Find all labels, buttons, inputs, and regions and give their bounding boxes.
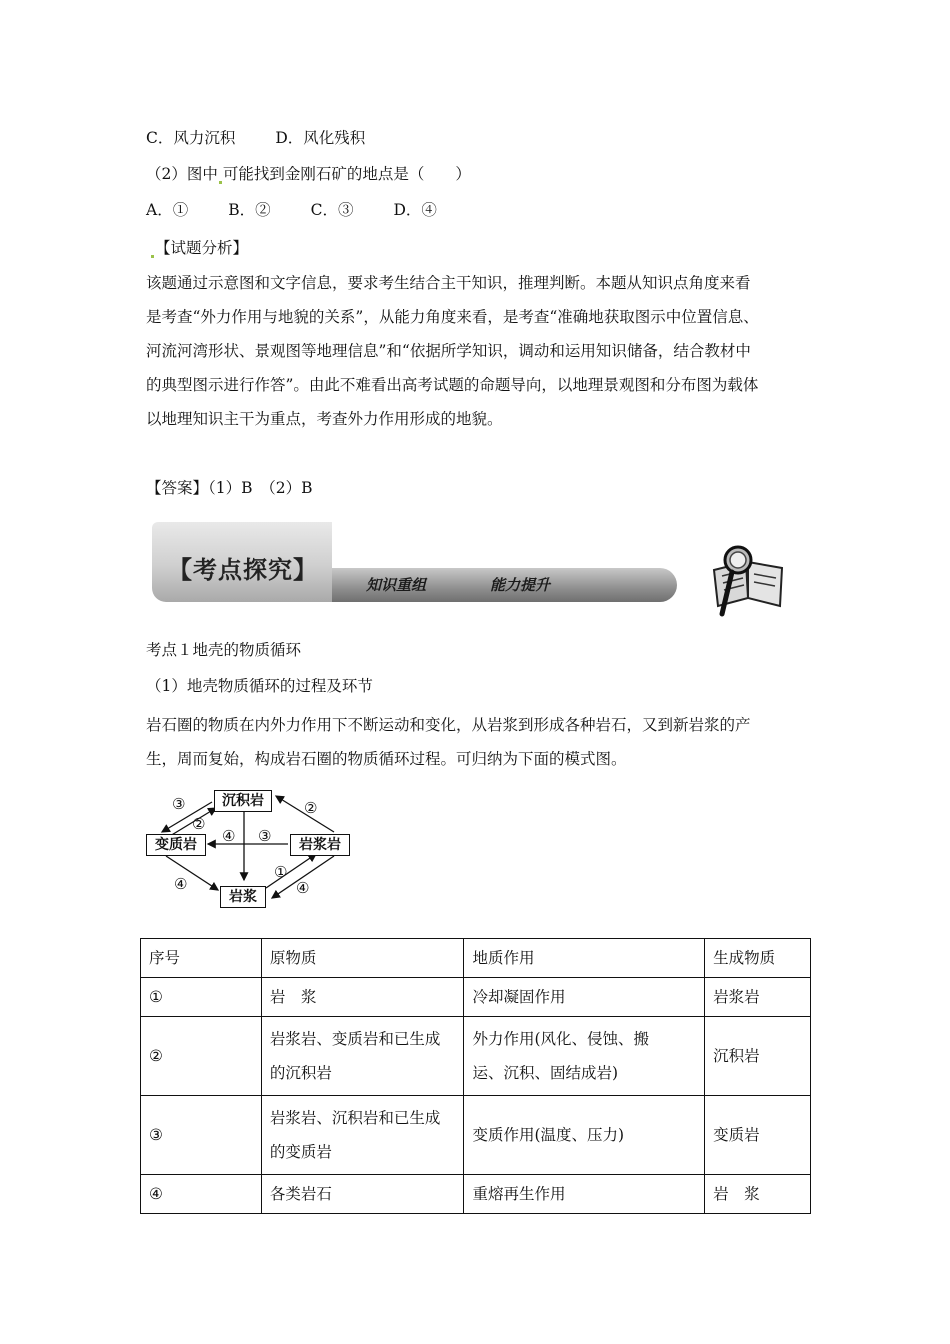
mark-dot [219,181,222,184]
cell-text: 各类岩石 [269,1185,332,1203]
section-title: 考点１地壳的物质循环 [146,641,302,659]
q2-option-b: B．② [228,201,271,219]
table-header: 地质作用 [464,939,705,978]
answer-line: 【答案】（1）B （2）B [146,479,313,497]
book-magnifier-icon [708,540,792,620]
node-metamorphic: 变质岩 [146,834,206,856]
cell-output: 岩浆岩 [705,978,811,1017]
banner-subtitle-ability: 能力提升 [490,576,551,594]
analysis-line: 是考查“外力作用与地貌的关系”，从能力角度来看，是考查“准确地获取图示中位置信息、 [146,308,759,326]
label-bottom-right-inner: ① [274,863,288,881]
section-line: 岩石圈的物质在内外力作用下不断运动和变化，从岩浆到形成各种岩石，又到新岩浆的产 [146,716,751,734]
analysis-line: 该题通过示意图和文字信息，要求考生结合主干知识，推理判断。本题从知识点角度来看 [146,274,751,292]
table-row [141,978,811,1017]
cell-text: 的变质岩 [269,1143,332,1161]
cell-no: ④ [141,1175,262,1214]
cell-no: ① [141,978,262,1017]
cell-text: 冷却凝固作用 [472,988,566,1006]
cell-output: 岩 浆 [705,1175,811,1214]
cell-process [464,1175,705,1214]
label-left-inner: ② [192,815,206,833]
q1-option-d: D．风化残积 [275,129,366,147]
cell-source [261,978,464,1017]
analysis-line: 的典型图示进行作答”。由此不难看出高考试题的命题导向，以地理景观图和分布图为载体 [146,376,759,394]
cell-source [261,1017,464,1096]
node-sedimentary: 沉积岩 [214,790,272,812]
q2-options-row [146,200,437,220]
q1-options-row [146,128,365,148]
cell-source [261,1175,464,1214]
analysis-heading-text: 【试题分析】 [155,239,249,257]
cell-process [464,978,705,1017]
cell-text: 岩浆岩、变质岩和已生成 [269,1030,441,1048]
label-center-left: ④ [222,827,236,845]
cell-text: 的沉积岩 [269,1064,332,1082]
table-header: 序号 [141,939,262,978]
table-header: 原物质 [261,939,464,978]
q2-stem-part2: 可能找到金刚石矿的地点是（ ） [222,165,471,183]
analysis-line: 河流河湾形状、景观图等地理信息”和“依据所学知识，调动和运用知识储备，结合教材中 [146,342,751,360]
cell-no: ② [141,1017,262,1096]
cell-text: 运、沉积、固结成岩) [472,1064,619,1082]
banner-title: 【考点探究】 [168,556,318,584]
q2-option-c: C．③ [310,201,354,219]
rock-cycle-diagram [140,782,360,912]
table-header-row [141,939,811,978]
node-magma: 岩浆 [220,886,266,908]
section-subtitle: （1）地壳物质循环的过程及环节 [146,677,373,695]
analysis-paragraph [146,266,816,436]
cell-process [464,1017,705,1096]
cell-text: 外力作用(风化、侵蚀、搬 [472,1030,650,1048]
mark-dot [151,255,154,258]
table-header: 生成物质 [705,939,811,978]
q2-stem-part1: （2）图中 [146,165,218,183]
rock-cycle-table [140,938,811,1214]
q2-option-a: A．① [146,201,189,219]
section-line: 生，周而复始，构成岩石圈的物质循环过程。可归纳为下面的模式图。 [146,750,627,768]
label-top-left: ③ [172,795,186,813]
section-banner [152,520,802,610]
q2-stem [146,164,471,184]
label-bottom-right: ④ [296,879,310,897]
cell-output: 沉积岩 [705,1017,811,1096]
analysis-heading [150,238,248,258]
cell-text: 变质作用(温度、压力) [472,1126,625,1144]
cell-output: 变质岩 [705,1096,811,1175]
cell-text: 岩 浆 [269,988,317,1006]
banner-subtitle-knowledge: 知识重组 [366,576,427,594]
cell-source [261,1096,464,1175]
table-row [141,1175,811,1214]
table-row [141,1096,811,1175]
table-row [141,1017,811,1096]
q2-option-d: D．④ [393,201,437,219]
cell-no: ③ [141,1096,262,1175]
section-paragraph [146,708,816,776]
label-bottom-left: ④ [174,875,188,893]
q1-option-c: C．风力沉积 [146,129,236,147]
cell-text: 岩浆岩、沉积岩和已生成 [269,1109,441,1127]
label-center-right: ③ [258,827,272,845]
node-igneous: 岩浆岩 [290,834,350,856]
cell-text: 重熔再生作用 [472,1185,566,1203]
analysis-line: 以地理知识主干为重点，考查外力作用形成的地貌。 [146,410,503,428]
cell-process [464,1096,705,1175]
label-top-right: ② [304,799,318,817]
